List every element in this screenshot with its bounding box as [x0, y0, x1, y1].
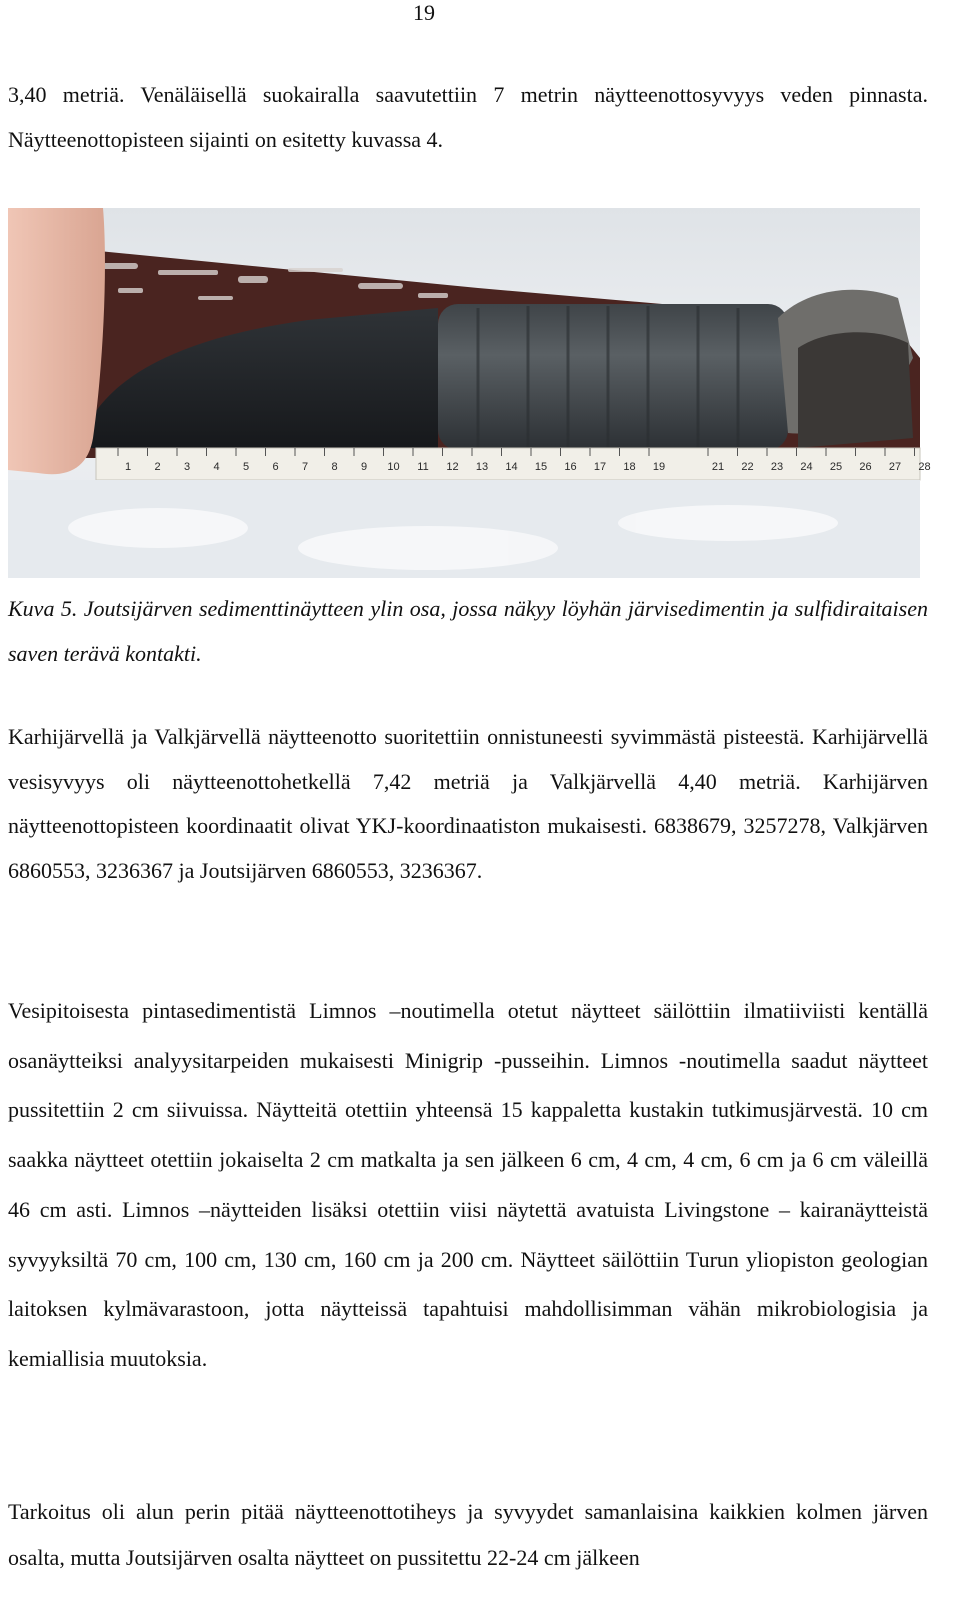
ruler-number: 25 [829, 461, 843, 473]
paragraph-sampling-depth: 3,40 metriä. Venäläisellä suokairalla saavutettiin 7 metrin näytteenottosyvyys veden pinnasta. Näytteenottopisteen sijainti on esitetty kuvassa 4. [8, 82, 928, 152]
ruler-number: 7 [301, 461, 309, 473]
figure-caption: Kuva 5. Joutsijärven sedimenttinäytteen ylin osa, jossa näkyy löyhän järvisedimentin ja sulfidiraitaisen saven terävä kontakti. [8, 596, 928, 666]
ruler-number: 19 [652, 461, 666, 473]
ruler-number: 21 [711, 461, 725, 473]
ruler-number: 16 [564, 461, 577, 473]
ruler-number: 8 [331, 461, 338, 473]
ruler-number: 14 [505, 461, 518, 473]
page-number: 19 [413, 0, 435, 25]
ruler-number: 12 [446, 461, 459, 473]
ruler-number: 10 [387, 461, 400, 473]
sediment-core-photo [8, 208, 931, 578]
ruler-number: 27 [888, 461, 902, 473]
ruler-number: 4 [213, 461, 220, 473]
ruler-number: 15 [534, 461, 548, 473]
sulphide-clay [438, 304, 788, 450]
ruler-number: 24 [800, 461, 813, 473]
finger [8, 208, 105, 474]
ruler-number: 28 [918, 461, 931, 473]
ruler-number: 3 [183, 461, 191, 473]
ruler-number: 22 [741, 461, 754, 473]
paragraph-sampling-points: Karhijärvellä ja Valkjärvellä näytteenotto suoritettiin onnistuneesti syvimmästä pisteestä. Karhijärvellä vesisyvyys oli näytteenottohetkellä 7,42 metriä ja Valkjärvellä 4,40 metriä. Karhijärven näytteenottopisteen koordinaatit olivat YKJ-koordinaatiston mukaisesti. 6838679, 3257278, Valkjärven 6860553, 3236367 ja Joutsijärven 6860553, 3236367. [8, 724, 928, 883]
ruler-number: 13 [475, 461, 489, 473]
ruler-number: 23 [770, 461, 784, 473]
ruler-number: 6 [272, 461, 279, 473]
ruler-number: 1 [124, 461, 132, 473]
ruler-number: 17 [593, 461, 607, 473]
paragraph-sample-handling: Vesipitoisesta pintasedimentistä Limnos –noutimella otetut näytteet säilöttiin ilmatiiviisti kentällä osanäytteiksi analyysitarpeiden mukaisesti Minigrip -pusseihin. Limnos -noutimella saadut näytteet pussitettiin 2 cm siivuissa. Näytteitä otettiin yhteensä 15 kappaletta kustakin tutkimusjärvestä. 10 cm saakka näytteet otettiin jokaiselta 2 cm matkalta ja sen jälkeen 6 cm, 4 cm, 4 cm, 6 cm ja 6 cm väleillä 46 cm asti. Limnos –näytteiden lisäksi otettiin viisi näytettä avatuista Livingstone – kairanäytteistä syvyyksiltä 70 cm, 100 cm, 130 cm, 160 cm ja 200 cm. Näytteet säilöttiin Turun yliopiston geologian laitoksen kylmävarastoon, jotta näytteissä tapahtuisi mahdollisimman vähän mikrobiologisia ja kemiallisia muutoksia. [8, 998, 928, 1371]
paragraph-sampling-plan: Tarkoitus oli alun perin pitää näytteenottotiheys ja syvyydet samanlaisina kaikkien kolmen järven osalta, mutta Joutsijärven osalta näytteet on pussitettu 22-24 cm jälkeen [8, 1499, 928, 1570]
ruler-number: 18 [623, 461, 636, 473]
ruler-number: 2 [154, 461, 161, 473]
ruler-number: 9 [360, 461, 368, 473]
ruler-number: 5 [242, 461, 250, 473]
ruler-number: 11 [417, 461, 429, 473]
ruler-number: 26 [859, 461, 872, 473]
